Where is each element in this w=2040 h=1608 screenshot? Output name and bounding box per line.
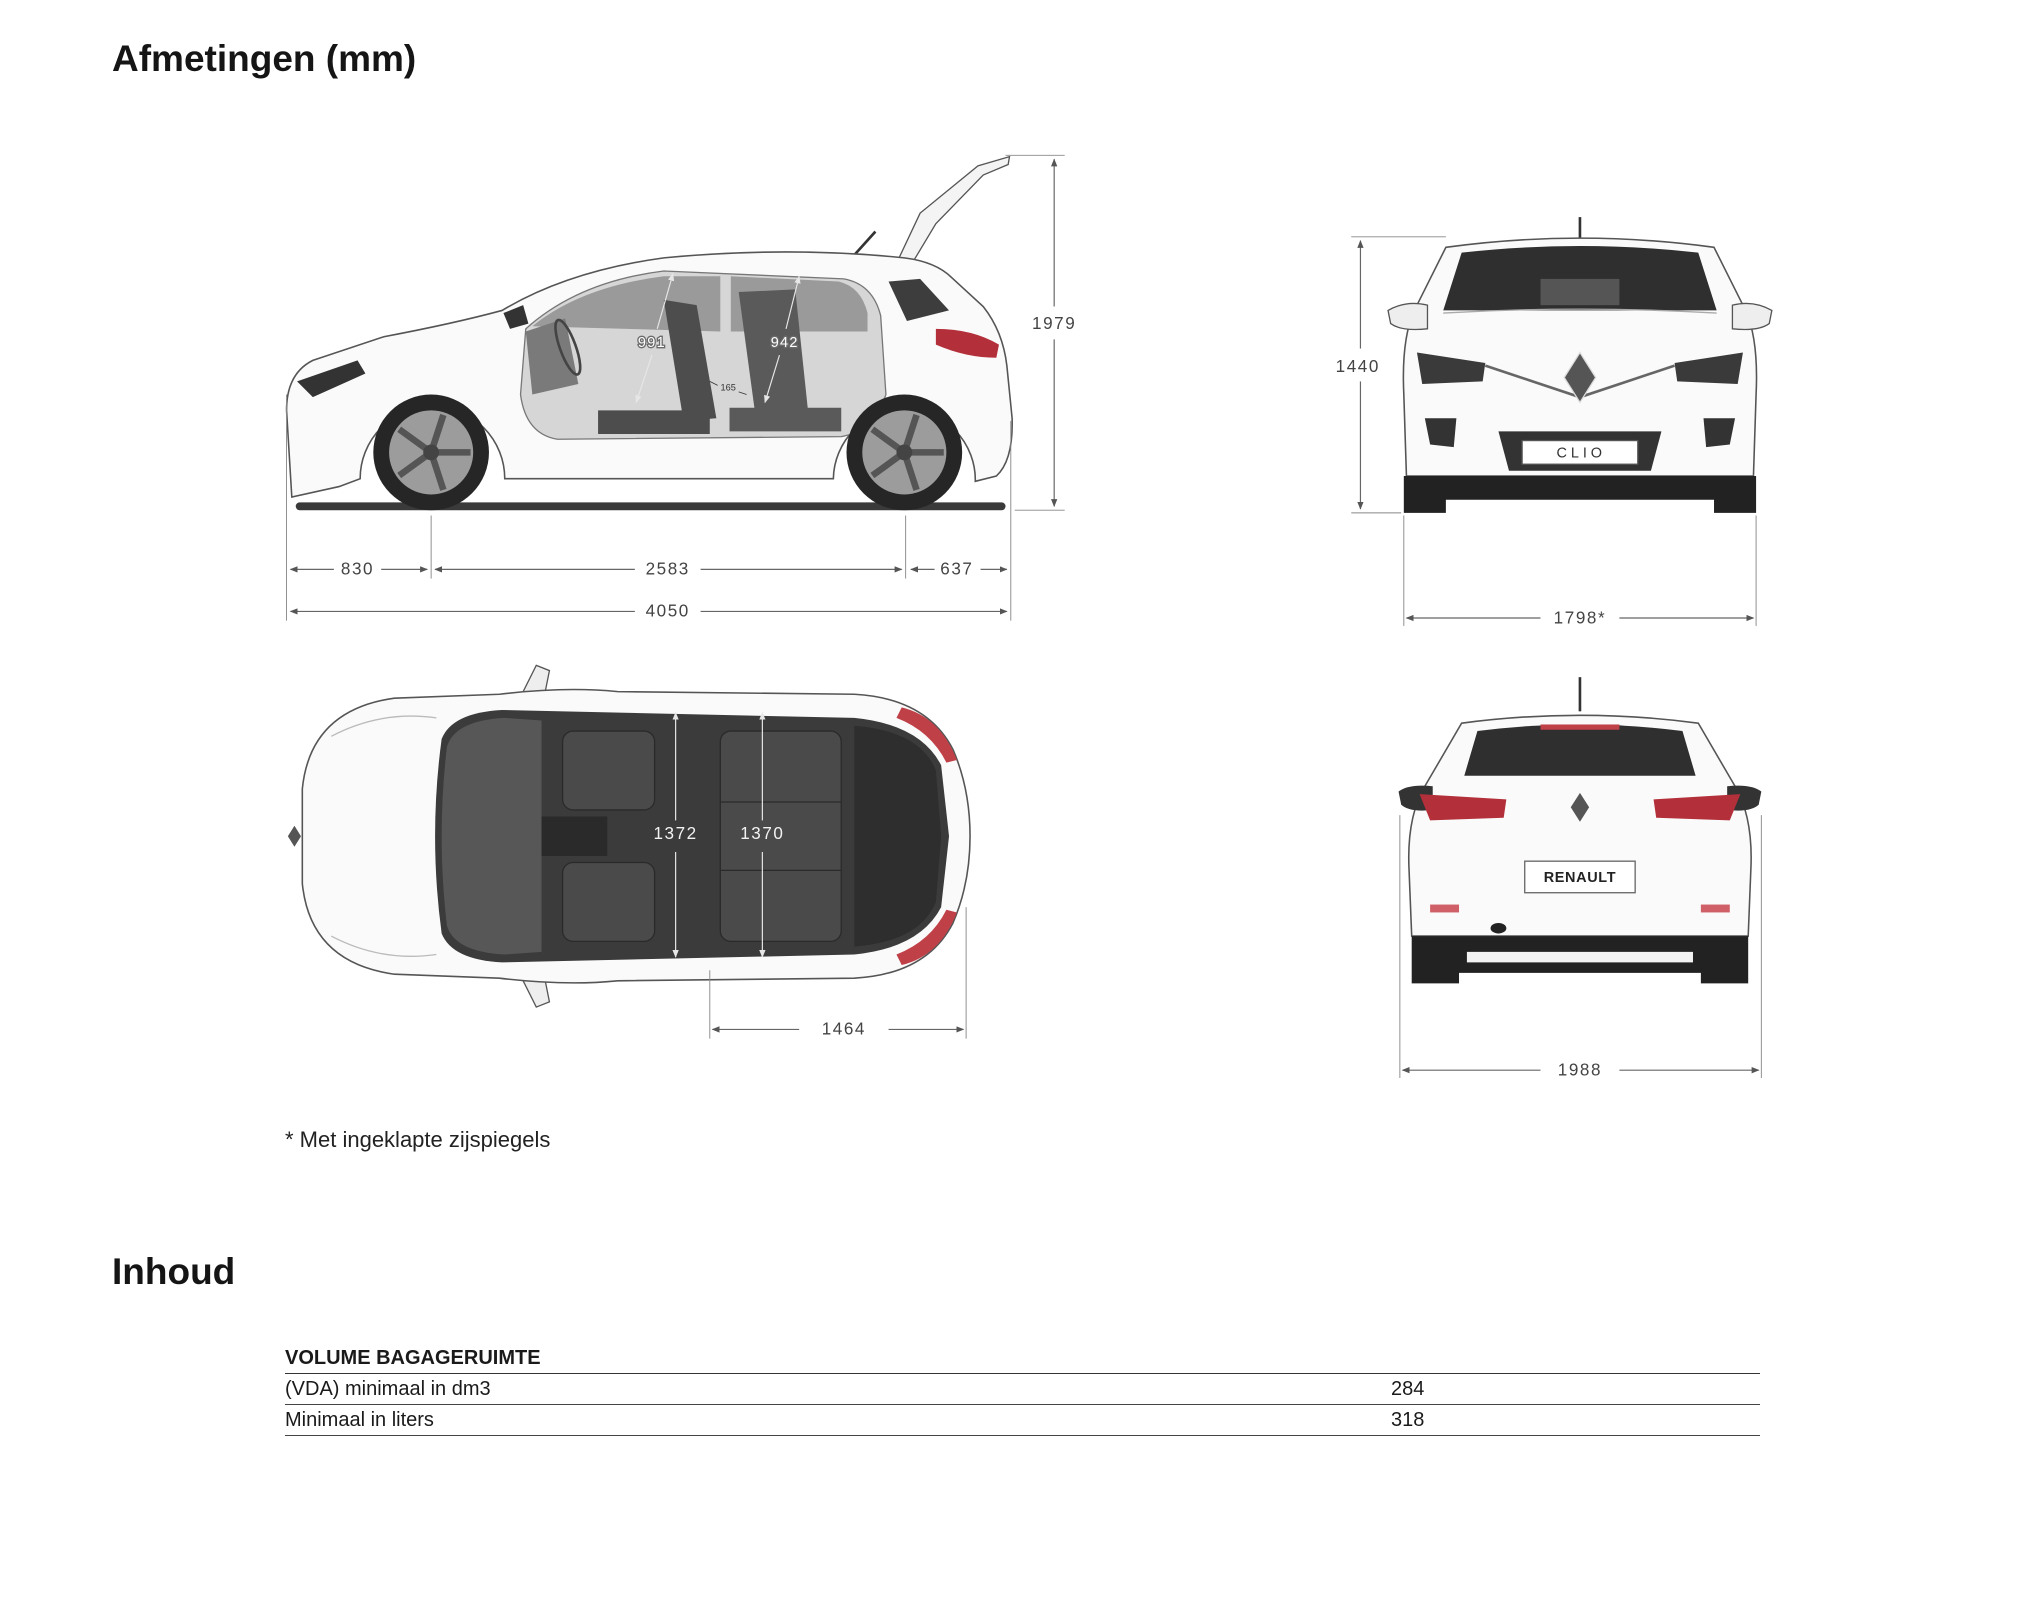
front-seat-cushion	[598, 410, 710, 434]
rear-width-label: 1988	[1557, 1060, 1603, 1080]
left-mirror	[1388, 303, 1427, 329]
volume-table	[285, 1343, 1760, 1436]
front-seat-left	[563, 731, 655, 810]
dashboard-top	[442, 718, 542, 955]
rear-wheel	[846, 395, 962, 511]
front-lower-bumper-and-tires	[1404, 476, 1756, 513]
rear-overhang-dimension	[911, 560, 1007, 579]
front-interior-width-label: 1372	[653, 823, 698, 843]
exhaust	[1491, 923, 1507, 934]
logo-icon	[288, 826, 301, 847]
tailgate-height-label: 1979	[1032, 313, 1077, 333]
front-overhang-label: 830	[340, 559, 375, 579]
left-reflector	[1430, 905, 1459, 913]
side-view	[287, 155, 1077, 620]
bottom-dimension	[712, 1020, 963, 1039]
side-view-car	[287, 157, 1013, 511]
page-title: Afmetingen (mm)	[112, 38, 417, 79]
front-seat-right	[563, 862, 655, 941]
interior-mirror	[1541, 279, 1620, 305]
footnote: * Met ingeklapte zijspiegels	[285, 1127, 551, 1152]
diffuser-strip	[1467, 952, 1693, 963]
rear-overhang-label: 637	[940, 559, 974, 579]
tailgate-height-dimension	[1032, 159, 1076, 506]
open-tailgate	[899, 157, 1009, 263]
right-mirror	[1732, 303, 1771, 329]
rear-window	[1464, 724, 1695, 775]
table-row-value: 284	[1391, 1378, 1425, 1400]
wheelbase-label: 2583	[645, 559, 690, 579]
bottom-dimension-label: 1464	[821, 1019, 867, 1039]
table-row-label: Minimaal in liters	[285, 1409, 434, 1431]
front-width-dimension	[1406, 608, 1753, 627]
front-wheel	[373, 395, 489, 511]
section-title-inhoud: Inhoud	[112, 1251, 236, 1292]
rear-headroom-label: 942	[770, 335, 799, 352]
front-view-car	[1388, 217, 1772, 513]
wheelbase-dimension	[435, 560, 902, 579]
rear-interior-width-label: 1370	[740, 823, 785, 843]
front-height-dimension	[1336, 241, 1380, 509]
table-header: VOLUME BAGAGERUIMTE	[285, 1347, 541, 1369]
table-row-label: (VDA) minimaal in dm3	[285, 1378, 491, 1400]
table-row-value: 318	[1391, 1409, 1425, 1431]
front-view	[1336, 217, 1772, 627]
front-plate-text: CLIO	[1556, 445, 1607, 462]
overall-length-dimension	[290, 602, 1006, 621]
overall-length-label: 4050	[645, 601, 690, 621]
rear-seat-cushion	[730, 408, 842, 432]
rear-view	[1399, 677, 1762, 1079]
center-console	[542, 816, 608, 855]
third-brake-light	[1541, 724, 1620, 729]
table-row	[285, 1405, 1760, 1436]
rear-width-dimension	[1403, 1060, 1759, 1079]
top-view-car	[288, 665, 970, 1007]
knee-room-label: 165	[720, 382, 736, 393]
rear-plate-text: RENAULT	[1543, 870, 1617, 887]
top-view	[288, 665, 970, 1038]
front-overhang-dimension	[290, 560, 427, 579]
boot-area	[854, 726, 941, 947]
table-row	[285, 1374, 1760, 1405]
right-reflector	[1701, 905, 1730, 913]
rear-view-car	[1399, 677, 1762, 983]
front-height-label: 1440	[1335, 357, 1380, 377]
front-headroom-label: 991	[637, 335, 666, 352]
table-header-row	[285, 1343, 1760, 1374]
front-width-label: 1798*	[1553, 608, 1607, 628]
